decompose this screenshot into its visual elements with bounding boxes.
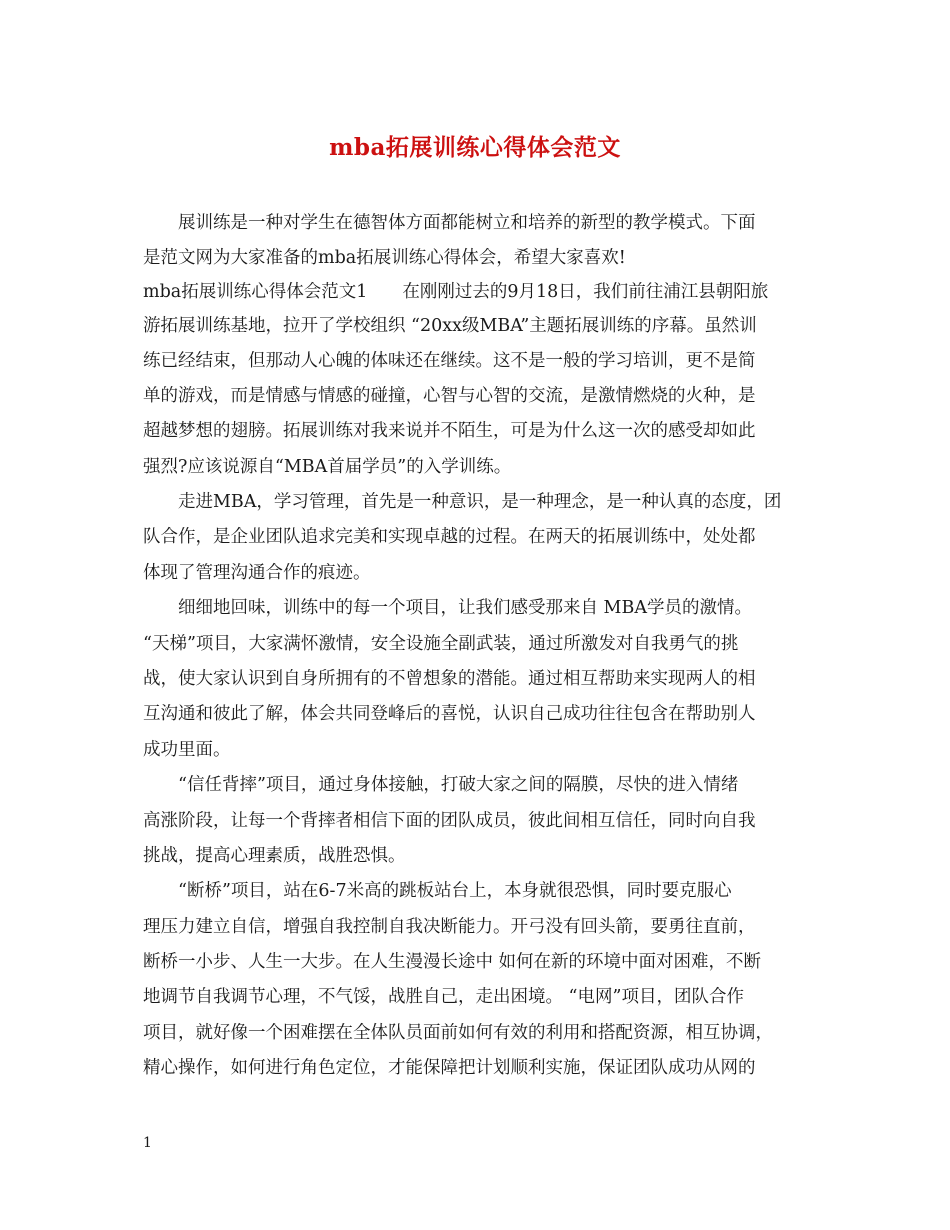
body-text-line: 是范文网为大家准备的mba拓展训练心得体会，希望大家喜欢! bbox=[143, 248, 626, 268]
body-text-line: “天梯”项目，大家满怀激情，安全设施全副武装，通过所激发对自我勇气的挑 bbox=[143, 634, 739, 654]
body-text-line: 精心操作，如何进行角色定位，才能保障把计划顺利实施，保证团队成功从网的 bbox=[143, 1058, 756, 1078]
body-text-line: 队合作，是企业团队追求完美和实现卓越的过程。在两天的拓展训练中，处处都 bbox=[143, 527, 756, 547]
body-text-line: 互沟通和彼此了解，体会共同登峰后的喜悦，认识自己成功往往包含在帮助别人 bbox=[143, 704, 756, 724]
body-text-line: 断桥一小步、人生一大步。在人生漫漫长途中 如何在新的环境中面对困难，不断 bbox=[143, 952, 762, 972]
document-title: mba拓展训练心得体会范文 bbox=[329, 134, 621, 161]
body-text-line: 成功里面。 bbox=[143, 740, 231, 760]
body-text-line: 走进MBA，学习管理，首先是一种意识，是一种理念，是一种认真的态度，团 bbox=[178, 492, 782, 512]
body-text-line: 强烈?应该说源自“MBA首届学员”的入学训练。 bbox=[143, 457, 512, 477]
body-text-line: 理压力建立自信，增强自我控制自我决断能力。开弓没有回头箭，要勇往直前， bbox=[143, 917, 756, 937]
body-text-line: 超越梦想的翅膀。拓展训练对我来说并不陌生，可是为什么这一次的感受却如此 bbox=[143, 421, 756, 441]
body-text-line: 细细地回味，训练中的每一个项目，让我们感受那来自 MBA学员的激情。 bbox=[178, 598, 752, 618]
body-text-line: mba拓展训练心得体会范文1 在刚刚过去的9月18日，我们前往浦江县朝阳旅 bbox=[143, 282, 769, 302]
body-text-line: 游拓展训练基地，拉开了学校组织 “20xx级MBA”主题拓展训练的序幕。虽然训 bbox=[143, 316, 757, 336]
body-text-line: “信任背摔”项目，通过身体接触，打破大家之间的隔膜，尽快的进入情绪 bbox=[178, 775, 739, 795]
body-text-line: 单的游戏，而是情感与情感的碰撞，心智与心智的交流，是激情燃烧的火种，是 bbox=[143, 386, 756, 406]
body-text-line: 挑战，提高心理素质，战胜恐惧。 bbox=[143, 846, 406, 866]
body-text-line: 地调节自我调节心理，不气馁，战胜自己，走出困境。 “电网”项目，团队合作 bbox=[143, 987, 744, 1007]
body-text-line: 项目，就好像一个困难摆在全体队员面前如何有效的利用和搭配资源，相互协调， bbox=[143, 1023, 773, 1043]
body-text-line: 战，使大家认识到自身所拥有的不曾想象的潜能。通过相互帮助来实现两人的相 bbox=[143, 669, 756, 689]
body-text-line: “断桥”项目，站在6-7米高的跳板站台上，本身就很恐惧，同时要克服心 bbox=[178, 881, 732, 901]
body-text-line: 练已经结束，但那动人心魄的体味还在继续。这不是一般的学习培训，更不是简 bbox=[143, 351, 756, 371]
page-number: 1 bbox=[143, 1135, 152, 1151]
body-text-line: 体现了管理沟通合作的痕迹。 bbox=[143, 563, 371, 583]
body-text-line: 高涨阶段，让每一个背摔者相信下面的团队成员，彼此间相互信任，同时向自我 bbox=[143, 811, 756, 831]
body-text-line: 展训练是一种对学生在德智体方面都能树立和培养的新型的教学模式。下面 bbox=[178, 213, 756, 233]
